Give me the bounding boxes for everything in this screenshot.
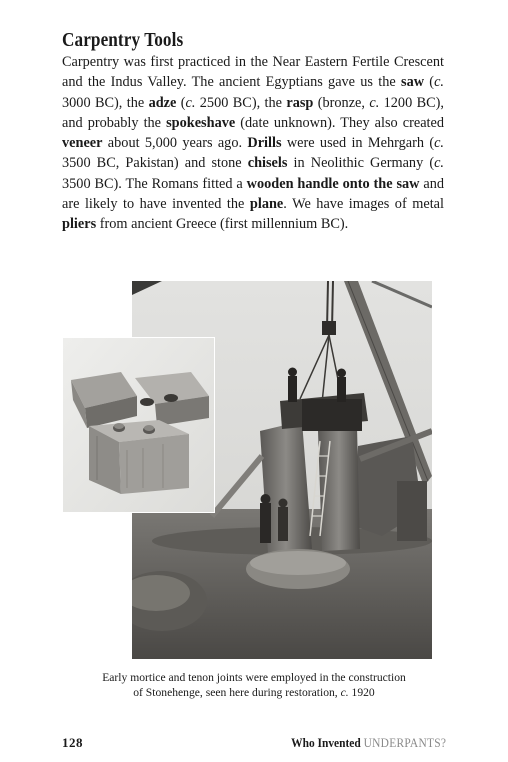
bold-term: veneer	[62, 135, 103, 152]
body-text-run: (bronze,	[313, 94, 370, 111]
photo-caption	[58, 670, 450, 700]
circa-abbrev: c.	[369, 94, 380, 111]
running-head-accent: UNDERPANTS?	[363, 735, 446, 750]
body-text-run: Carpentry was first practiced in the Near Eastern Fertile Crescent and the Indus Valley. The ancient Egyptians gave us the	[62, 54, 444, 91]
bold-term: saw	[401, 74, 425, 91]
bold-term: adze	[148, 94, 177, 111]
page-heading: Carpentry Tools	[62, 29, 184, 51]
caption-line-2: of Stonehenge, seen here during restoration,	[133, 686, 341, 699]
bold-term: spokeshave	[166, 114, 236, 131]
body-text-run: in Neolithic Germany (	[287, 155, 435, 172]
circa-abbrev: c.	[434, 135, 444, 152]
body-text-run: (	[424, 74, 435, 91]
body-text-run: from ancient Greece (first millennium BC).	[96, 216, 349, 233]
body-text-run: 3500 BC). The Romans fitted a	[62, 175, 247, 192]
page-number: 128	[62, 735, 83, 750]
body-text-run: 2500 BC), the	[195, 94, 287, 111]
circa-abbrev: c.	[434, 74, 444, 91]
body-text-run: 3500 BC, Pakistan) and stone	[62, 155, 248, 172]
body-text-run: 3000 BC), the	[62, 94, 149, 111]
running-head-prefix: Who Invented	[290, 735, 364, 750]
bold-term: chisels	[247, 155, 288, 172]
running-head	[291, 735, 446, 751]
body-text-run: and are likely to have invented the	[62, 175, 445, 213]
bold-term: plane	[249, 196, 284, 213]
body-paragraph	[62, 52, 444, 235]
bold-term: rasp	[286, 94, 314, 111]
body-text-run: about 5,000 years ago.	[102, 135, 248, 152]
mortice-tenon-joint-drawing	[63, 338, 214, 512]
body-text-run: (date unknown). They also created	[235, 114, 445, 131]
caption-line-1: Early mortice and tenon joints were employed in the construction	[102, 671, 406, 684]
circa-abbrev: c.	[434, 155, 444, 172]
body-text-run: 1200 BC), and probably the	[62, 94, 444, 131]
bold-term: wooden handle onto the saw	[246, 175, 420, 192]
bold-term: Drills	[247, 135, 282, 152]
body-text-run: . We have images of metal	[283, 196, 444, 213]
caption-year: 1920	[348, 686, 375, 699]
caption-circa: c.	[340, 686, 349, 699]
bold-term: pliers	[62, 216, 97, 233]
body-text-run: were used in Mehrgarh (	[281, 135, 435, 152]
body-text-run: (	[176, 94, 186, 111]
circa-abbrev: c.	[185, 94, 196, 111]
